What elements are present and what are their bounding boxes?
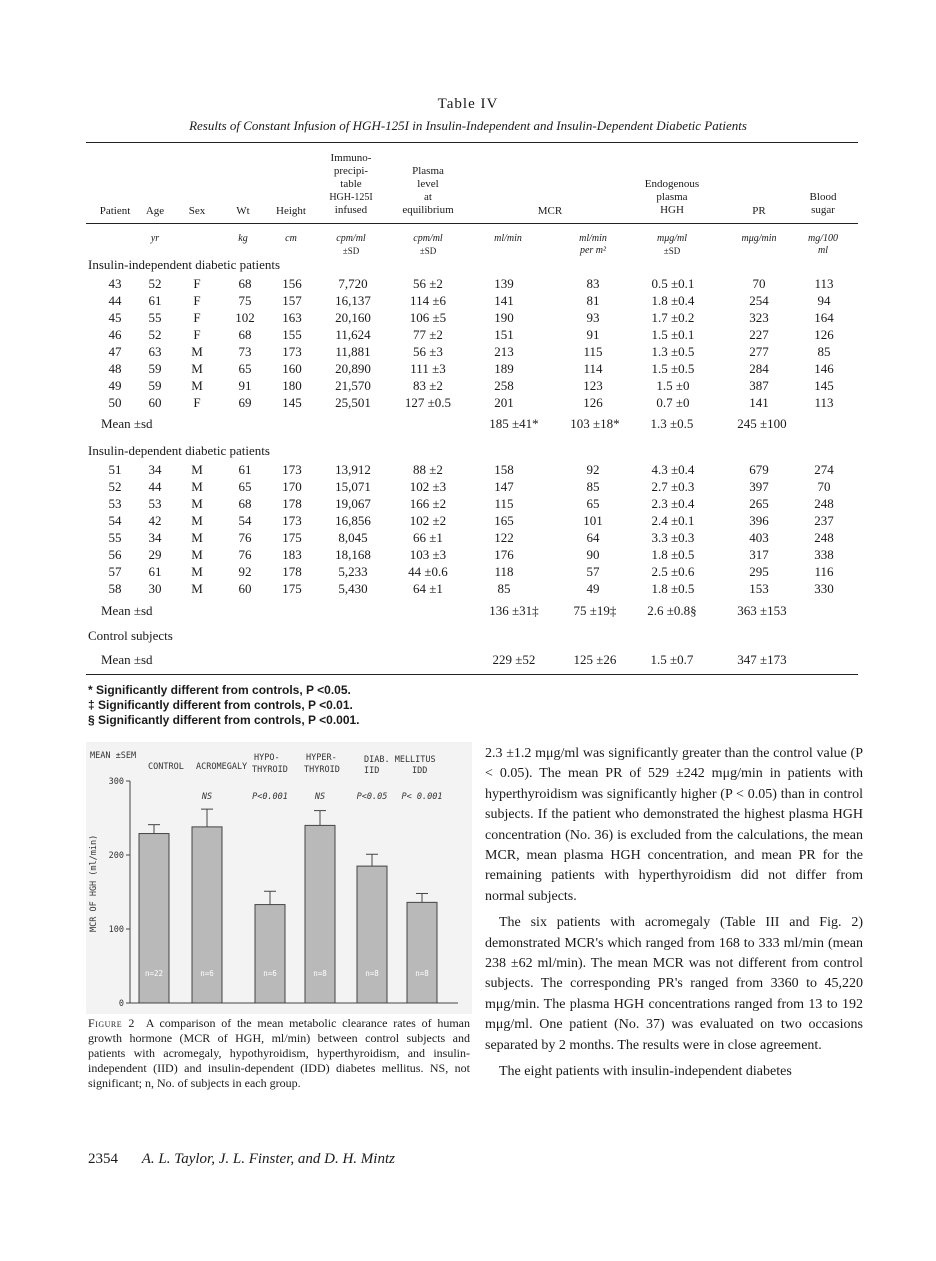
corner-label: MEAN ±SEM [90, 751, 137, 761]
cell-patient: 47 [108, 344, 122, 359]
footnote-2: ‡ Significantly different from controls, P <0.01. [88, 698, 353, 712]
cell-sex: M [191, 513, 203, 528]
footnote-3: § Significantly different from controls, P <0.001. [88, 713, 360, 727]
header-mcr: MCR [537, 205, 563, 217]
table-row [0, 293, 936, 310]
cell-age: 59 [148, 378, 162, 393]
cell-blood: 338 [814, 547, 834, 562]
cell-blood: 248 [814, 496, 834, 511]
cell-patient: 49 [108, 378, 122, 393]
unit-plasma: cpm/ml ±SD [413, 233, 443, 256]
header-diab: DIAB. MELLITUS [364, 755, 436, 765]
cell-age: 52 [148, 327, 162, 342]
cell-endo: 2.4 ±0.1 [651, 513, 695, 528]
cell-height: 157 [282, 293, 302, 308]
table-row [0, 564, 936, 581]
cell-endo: 1.3 ±0.5 [651, 344, 695, 359]
body-text [485, 744, 863, 1089]
cell-plasma: 56 ±2 [413, 276, 443, 291]
cell-immuno: 11,624 [335, 327, 371, 342]
cell-blood: 70 [817, 479, 831, 494]
cell-height: 178 [282, 564, 302, 579]
cell-age: 61 [148, 564, 162, 579]
cell-mcr2: 49 [586, 581, 600, 596]
cell-patient: 56 [108, 547, 122, 562]
cell-mcr2: 90 [586, 547, 600, 562]
cell-plasma: 64 ±1 [413, 581, 443, 596]
cell-height: 155 [282, 327, 302, 342]
section-iid: Insulin-independent diabetic patients [88, 257, 281, 272]
significance-label-3: NS [314, 792, 326, 802]
header-height: Height [276, 205, 306, 217]
cell-height: 175 [282, 581, 302, 596]
cell-age: 29 [148, 547, 162, 562]
unit-mcr2: ml/min per m² [579, 233, 607, 256]
cell-mcr1: 189 [494, 361, 514, 376]
mean-endo: 1.5 ±0.7 [650, 652, 694, 667]
mean-mcr2: 103 ±18* [570, 416, 620, 431]
n-label-3: n=8 [313, 969, 327, 978]
cell-plasma: 114 ±6 [410, 293, 446, 308]
section-control: Control subjects [88, 628, 173, 643]
cell-blood: 164 [814, 310, 834, 325]
mean-mcr1: 229 ±52 [492, 652, 536, 667]
y-axis-label: MCR OF HGH (ml/min) [89, 834, 99, 932]
bar-5 [407, 902, 437, 1003]
cell-plasma: 88 ±2 [413, 462, 443, 477]
mean-pr: 363 ±153 [737, 603, 787, 618]
cell-mcr2: 114 [583, 361, 603, 376]
cell-endo: 1.5 ±0.5 [651, 361, 695, 376]
body-paragraph-1: 2.3 ±1.2 mμg/ml was significantly greater than the control value (P < 0.05). The mean PR of 529 ±242 mμg/min in patients with hyperthyroidism was significantly higher (P < 0.05) than in control subjects. If the patient who demonstrated the highest plasma HGH concentration (No. 36) is excluded from the calculations, the mean MCR, mean plasma HGH concentration, and mean PR for the remaining patients with hyperthyroidism did not differ from normal subjects. [485, 746, 863, 904]
cell-pr: 397 [749, 479, 769, 494]
cell-age: 44 [148, 479, 162, 494]
mean-pr: 245 ±100 [737, 416, 787, 431]
table-row [0, 395, 936, 412]
figure-caption [88, 1016, 470, 1091]
cell-height: 160 [282, 361, 302, 376]
cell-height: 175 [282, 530, 302, 545]
cell-plasma: 106 ±5 [409, 310, 447, 325]
cell-pr: 387 [749, 378, 769, 393]
cell-pr: 70 [752, 276, 766, 291]
y-tick-label: 300 [108, 777, 124, 787]
cell-mcr1: 201 [494, 395, 514, 410]
cell-age: 30 [148, 581, 162, 596]
cell-blood: 248 [814, 530, 834, 545]
cell-mcr1: 165 [494, 513, 514, 528]
unit-height: cm [285, 233, 297, 244]
table-bottom-rule [86, 674, 858, 675]
cell-height: 173 [282, 344, 302, 359]
cell-endo: 2.3 ±0.4 [651, 496, 695, 511]
cell-height: 183 [282, 547, 302, 562]
header-hypo-1: HYPO- [254, 753, 280, 763]
cell-sex: M [191, 530, 203, 545]
cell-mcr1: 190 [494, 310, 514, 325]
cell-sex: M [191, 378, 203, 393]
mean-mcr2: 125 ±26 [573, 652, 617, 667]
cell-mcr2: 126 [583, 395, 603, 410]
cell-height: 173 [282, 513, 302, 528]
cell-patient: 58 [108, 581, 122, 596]
n-label-5: n=8 [415, 969, 429, 978]
significance-label-4: P<0.05 [356, 792, 388, 802]
cell-sex: M [191, 496, 203, 511]
cell-wt: 92 [238, 564, 252, 579]
cell-endo: 0.5 ±0.1 [651, 276, 695, 291]
body-paragraph-2: The six patients with acromegaly (Table III and Fig. 2) demonstrated MCR's which ranged from 168 to 333 ml/min (mean 238 ±62 ml/min). The mean MCR was not different from control subjects. The corresponding PR's ranged from 3360 to 45,220 mμg/min. The plasma HGH concentrations ranged from 13 to 192 mμg/ml. One patient (No. 37) was evaluated on two occasions separated by 2 months. The results were in close agreement. [485, 915, 863, 1053]
cell-wt: 68 [238, 276, 252, 291]
cell-mcr2: 85 [586, 479, 600, 494]
unit-mcr1: ml/min [494, 233, 522, 244]
figure-2-chart [86, 742, 472, 1014]
page-number: 2354 [88, 1151, 118, 1167]
cell-pr: 323 [749, 310, 769, 325]
cell-mcr2: 92 [586, 462, 600, 477]
cell-height: 178 [282, 496, 302, 511]
header-patient: Patient [99, 205, 131, 217]
mean-pr: 347 ±173 [737, 652, 787, 667]
cell-mcr1: 139 [494, 276, 514, 291]
significance-label-5: P< 0.001 [401, 792, 443, 802]
cell-wt: 76 [238, 547, 252, 562]
cell-mcr2: 83 [586, 276, 600, 291]
cell-patient: 53 [108, 496, 122, 511]
cell-immuno: 7,720 [338, 276, 368, 291]
cell-height: 156 [282, 276, 302, 291]
cell-endo: 4.3 ±0.4 [651, 462, 695, 477]
cell-pr: 277 [749, 344, 769, 359]
cell-wt: 76 [238, 530, 252, 545]
table-row [0, 276, 936, 293]
cell-immuno: 19,067 [335, 496, 371, 511]
cell-patient: 43 [108, 276, 122, 291]
cell-mcr2: 81 [586, 293, 600, 308]
cell-mcr2: 65 [586, 496, 600, 511]
cell-age: 60 [148, 395, 162, 410]
cell-wt: 91 [238, 378, 252, 393]
mean-label: Mean ±sd [101, 652, 153, 667]
cell-plasma: 66 ±1 [413, 530, 443, 545]
cell-plasma: 56 ±3 [413, 344, 443, 359]
cell-plasma: 44 ±0.6 [408, 564, 448, 579]
table-top-rule [86, 142, 858, 143]
cell-endo: 2.5 ±0.6 [651, 564, 695, 579]
table-row [0, 530, 936, 547]
table-row [0, 496, 936, 513]
table-row [0, 513, 936, 530]
figure-caption-label: Figure 2 [88, 1016, 135, 1030]
cell-mcr1: 118 [494, 564, 514, 579]
cell-blood: 237 [814, 513, 834, 528]
mean-endo: 1.3 ±0.5 [650, 416, 694, 431]
n-label-2: n=6 [263, 969, 277, 978]
cell-sex: M [191, 462, 203, 477]
cell-immuno: 5,233 [338, 564, 368, 579]
cell-blood: 85 [817, 344, 831, 359]
header-iid: IID [364, 766, 380, 776]
cell-sex: F [193, 327, 201, 342]
unit-immuno: cpm/ml ±SD [336, 233, 366, 256]
cell-wt: 69 [238, 395, 252, 410]
cell-patient: 51 [108, 462, 122, 477]
footnote-1: * Significantly different from controls, P <0.05. [88, 683, 351, 697]
header-plasma-level: Plasma level at equilibrium [402, 165, 454, 216]
unit-age: yr [150, 233, 160, 244]
page-footer [88, 1151, 395, 1168]
cell-endo: 1.8 ±0.4 [651, 293, 695, 308]
n-label-4: n=8 [365, 969, 379, 978]
table-row [0, 547, 936, 564]
cell-mcr1: 176 [494, 547, 514, 562]
cell-sex: F [193, 395, 201, 410]
header-acromegaly: ACROMEGALY [196, 762, 248, 772]
cell-age: 55 [148, 310, 162, 325]
cell-height: 180 [282, 378, 302, 393]
cell-pr: 403 [749, 530, 769, 545]
cell-patient: 50 [108, 395, 122, 410]
cell-wt: 65 [238, 479, 252, 494]
mean-mcr2: 75 ±19‡ [573, 603, 617, 618]
cell-age: 63 [148, 344, 162, 359]
cell-height: 145 [282, 395, 302, 410]
cell-sex: F [193, 293, 201, 308]
cell-height: 173 [282, 462, 302, 477]
cell-pr: 284 [749, 361, 769, 376]
bar-2 [255, 905, 285, 1003]
cell-immuno: 16,137 [335, 293, 371, 308]
cell-blood: 113 [814, 276, 834, 291]
cell-age: 52 [148, 276, 162, 291]
significance-label-1: NS [201, 792, 213, 802]
cell-sex: F [193, 276, 201, 291]
authors: A. L. Taylor, J. L. Finster, and D. H. Mintz [141, 1151, 395, 1167]
cell-wt: 102 [235, 310, 255, 325]
y-tick-label: 100 [108, 925, 124, 935]
cell-plasma: 166 ±2 [409, 496, 447, 511]
header-hypo-2: THYROID [252, 765, 288, 775]
cell-blood: 145 [814, 378, 834, 393]
cell-mcr1: 151 [494, 327, 514, 342]
cell-mcr1: 141 [494, 293, 514, 308]
significance-label-2: P<0.001 [252, 792, 288, 802]
cell-age: 34 [148, 530, 162, 545]
cell-endo: 3.3 ±0.3 [651, 530, 695, 545]
table-row [0, 361, 936, 378]
unit-wt: kg [238, 233, 248, 244]
header-hyper-1: HYPER- [306, 753, 337, 763]
y-tick-label: 0 [118, 999, 124, 1009]
cell-patient: 44 [108, 293, 122, 308]
cell-sex: M [191, 547, 203, 562]
header-idd: IDD [412, 766, 428, 776]
cell-mcr2: 64 [586, 530, 600, 545]
cell-pr: 254 [749, 293, 769, 308]
cell-age: 59 [148, 361, 162, 376]
cell-mcr1: 122 [494, 530, 514, 545]
table-row [0, 344, 936, 361]
cell-wt: 68 [238, 327, 252, 342]
n-label-1: n=6 [200, 969, 214, 978]
body-paragraph-3: The eight patients with insulin-independent diabetes [499, 1064, 792, 1080]
table-row [0, 581, 936, 598]
table-subtitle: Results of Constant Infusion of HGH-125I in Insulin-Independent and Insulin-Dependent Diabetic Patients [189, 118, 747, 133]
mean-mcr1: 136 ±31‡ [489, 603, 539, 618]
header-immuno: Immuno- precipi- table HGH-125I infused [329, 152, 373, 216]
cell-sex: F [193, 310, 201, 325]
cell-endo: 1.5 ±0.1 [651, 327, 695, 342]
cell-mcr2: 123 [583, 378, 603, 393]
header-pr: PR [752, 205, 766, 217]
header-sex: Sex [188, 205, 206, 217]
cell-wt: 65 [238, 361, 252, 376]
cell-immuno: 25,501 [335, 395, 371, 410]
cell-sex: M [191, 479, 203, 494]
cell-blood: 94 [817, 293, 831, 308]
cell-age: 34 [148, 462, 162, 477]
cell-endo: 1.8 ±0.5 [651, 581, 695, 596]
cell-mcr2: 91 [586, 327, 600, 342]
cell-height: 163 [282, 310, 302, 325]
n-label-0: n=22 [144, 969, 164, 978]
cell-mcr1: 258 [494, 378, 514, 393]
header-wt: Wt [236, 205, 250, 217]
cell-immuno: 11,881 [335, 344, 371, 359]
cell-patient: 45 [108, 310, 122, 325]
cell-plasma: 102 ±2 [409, 513, 447, 528]
cell-immuno: 8,045 [338, 530, 368, 545]
cell-patient: 46 [108, 327, 122, 342]
cell-wt: 54 [238, 513, 252, 528]
cell-wt: 60 [238, 581, 252, 596]
cell-immuno: 13,912 [335, 462, 371, 477]
header-blood-sugar: Blood sugar [809, 191, 837, 216]
section-idd: Insulin-dependent diabetic patients [88, 443, 270, 458]
cell-mcr1: 85 [497, 581, 511, 596]
cell-blood: 126 [814, 327, 834, 342]
header-hyper-2: THYROID [304, 765, 340, 775]
cell-mcr1: 147 [494, 479, 514, 494]
cell-blood: 113 [814, 395, 834, 410]
bar-4 [357, 866, 387, 1003]
cell-age: 42 [148, 513, 162, 528]
table-row [0, 479, 936, 496]
cell-mcr2: 57 [586, 564, 600, 579]
cell-blood: 330 [814, 581, 834, 596]
cell-endo: 0.7 ±0 [656, 395, 690, 410]
cell-mcr2: 101 [583, 513, 603, 528]
cell-patient: 55 [108, 530, 122, 545]
cell-pr: 679 [749, 462, 769, 477]
cell-patient: 52 [108, 479, 122, 494]
mean-endo: 2.6 ±0.8§ [647, 603, 697, 618]
cell-age: 61 [148, 293, 162, 308]
cell-sex: M [191, 344, 203, 359]
cell-plasma: 127 ±0.5 [404, 395, 452, 410]
unit-endo: mμg/ml ±SD [656, 233, 688, 256]
table-row [0, 327, 936, 344]
cell-mcr1: 158 [494, 462, 514, 477]
table-row [0, 310, 936, 327]
cell-mcr2: 93 [586, 310, 600, 325]
cell-sex: M [191, 361, 203, 376]
cell-wt: 75 [238, 293, 252, 308]
cell-mcr2: 115 [583, 344, 603, 359]
cell-mcr1: 213 [494, 344, 514, 359]
cell-pr: 153 [749, 581, 769, 596]
cell-mcr1: 115 [494, 496, 514, 511]
cell-immuno: 16,856 [335, 513, 371, 528]
cell-height: 170 [282, 479, 302, 494]
cell-endo: 1.7 ±0.2 [651, 310, 695, 325]
cell-age: 53 [148, 496, 162, 511]
cell-patient: 48 [108, 361, 122, 376]
figure-caption-text: A comparison of the mean metabolic clearance rates of human growth hormone (MCR of HGH, ml/min) between control subjects and patients with acromegaly, hypothyroidism, hyperthyroidism, and insulin-independent (IID) and insulin-dependent (IDD) diabetes mellitus. NS, not significant; n, No. of subjects in each group. [88, 1016, 471, 1090]
header-rule [86, 223, 858, 224]
cell-immuno: 5,430 [338, 581, 368, 596]
cell-immuno: 21,570 [335, 378, 371, 393]
table-row [0, 378, 936, 395]
cell-sex: M [191, 581, 203, 596]
cell-immuno: 15,071 [335, 479, 371, 494]
cell-patient: 57 [108, 564, 122, 579]
cell-sex: M [191, 564, 203, 579]
unit-blood: mg/100 ml [808, 233, 838, 256]
cell-endo: 1.8 ±0.5 [651, 547, 695, 562]
cell-wt: 73 [238, 344, 252, 359]
mean-label: Mean ±sd [101, 603, 153, 618]
cell-pr: 295 [749, 564, 769, 579]
cell-plasma: 83 ±2 [413, 378, 443, 393]
cell-pr: 227 [749, 327, 769, 342]
cell-endo: 1.5 ±0 [656, 378, 690, 393]
cell-pr: 317 [749, 547, 769, 562]
cell-pr: 396 [749, 513, 769, 528]
cell-blood: 274 [814, 462, 834, 477]
cell-blood: 116 [814, 564, 834, 579]
cell-patient: 54 [108, 513, 122, 528]
table-title: Table IV [437, 96, 499, 112]
cell-blood: 146 [814, 361, 834, 376]
cell-immuno: 20,160 [335, 310, 371, 325]
cell-plasma: 77 ±2 [413, 327, 443, 342]
table-row [0, 462, 936, 479]
mean-mcr1: 185 ±41* [489, 416, 539, 431]
header-endogenous: Endogenous plasma HGH [644, 178, 700, 216]
cell-immuno: 18,168 [335, 547, 371, 562]
y-tick-label: 200 [108, 851, 124, 861]
cell-endo: 2.7 ±0.3 [651, 479, 695, 494]
header-control: CONTROL [148, 762, 184, 772]
mean-label: Mean ±sd [101, 416, 153, 431]
cell-wt: 61 [238, 462, 252, 477]
cell-pr: 265 [749, 496, 769, 511]
cell-plasma: 102 ±3 [409, 479, 447, 494]
cell-plasma: 103 ±3 [409, 547, 447, 562]
header-age: Age [145, 205, 165, 217]
cell-plasma: 111 ±3 [410, 361, 446, 376]
cell-wt: 68 [238, 496, 252, 511]
cell-pr: 141 [749, 395, 769, 410]
cell-immuno: 20,890 [335, 361, 371, 376]
unit-pr: mμg/min [741, 233, 777, 244]
